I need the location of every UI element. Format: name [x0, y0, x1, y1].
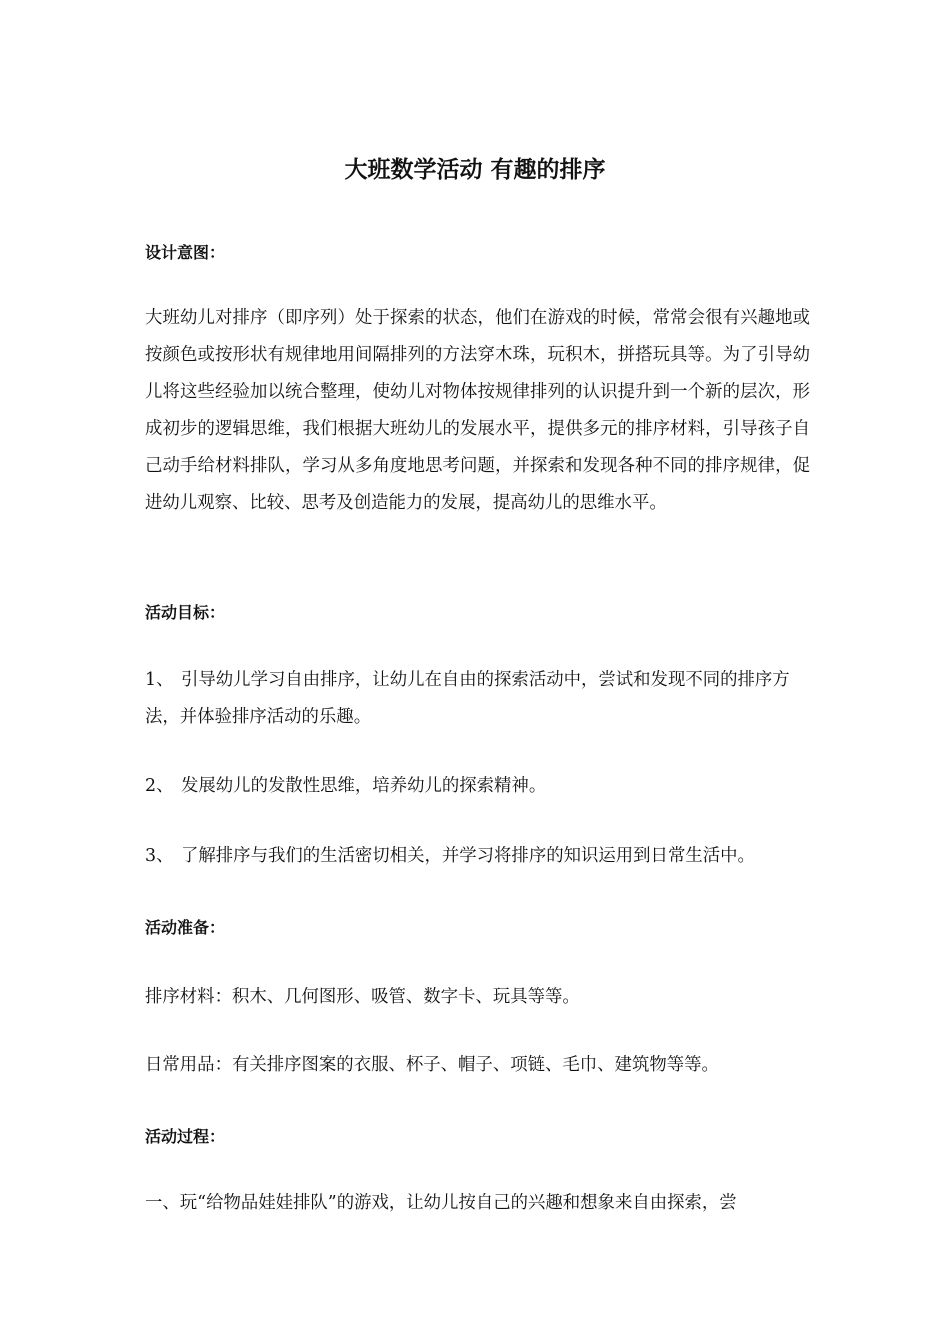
paragraph-design-intent: 大班幼儿对排序（即序列）处于探索的状态，他们在游戏的时候，常常会很有兴趣地或按颜色或按形状有规律地用间隔排列的方法穿木珠，玩积木，拼搭玩具等。为了引导幼儿将这些经验加以统合整理，使幼儿对物体按规律排列的认识提升到一个新的层次，形成初步的逻辑思维，我们根据大班幼儿的发展水平，提供多元的排序材料，引导孩子自己动手给材料排队，学习从多角度地思考问题，并探索和发现各种不同的排序规律，促进幼儿观察、比较、思考及创造能力的发展，提高幼儿的思维水平。 — [145, 308, 810, 513]
goal-number: 3、 — [145, 846, 174, 866]
heading-process: 活动过程： — [145, 1127, 226, 1146]
process-line-1: 一、玩“给物品娃娃排队”的游戏，让幼儿按自己的兴趣和想象来自由探索，尝 — [145, 1193, 737, 1213]
goal-item-2 — [145, 768, 810, 805]
preparation-line-2: 日常用品：有关排序图案的衣服、杯子、帽子、项链、毛巾、建筑物等等。 — [145, 1055, 719, 1075]
document-title: 大班数学活动 有趣的排序 — [344, 157, 606, 183]
goal-text: 发展幼儿的发散性思维，培养幼儿的探索精神。 — [181, 776, 547, 796]
goal-number: 1、 — [145, 670, 174, 690]
goal-text: 了解排序与我们的生活密切相关，并学习将排序的知识运用到日常生活中。 — [181, 846, 755, 866]
preparation-line-1: 排序材料：积木、几何图形、吸管、数字卡、玩具等等。 — [145, 987, 580, 1007]
heading-goals: 活动目标： — [145, 603, 226, 622]
heading-design-intent: 设计意图： — [145, 243, 226, 262]
goal-number: 2、 — [145, 776, 174, 796]
heading-preparation: 活动准备： — [145, 918, 226, 937]
goal-text: 引导幼儿学习自由排序，让幼儿在自由的探索活动中，尝试和发现不同的排序方法，并体验排序活动的乐趣。 — [145, 670, 790, 727]
goal-item-3 — [145, 838, 810, 875]
goal-item-1 — [145, 662, 810, 736]
